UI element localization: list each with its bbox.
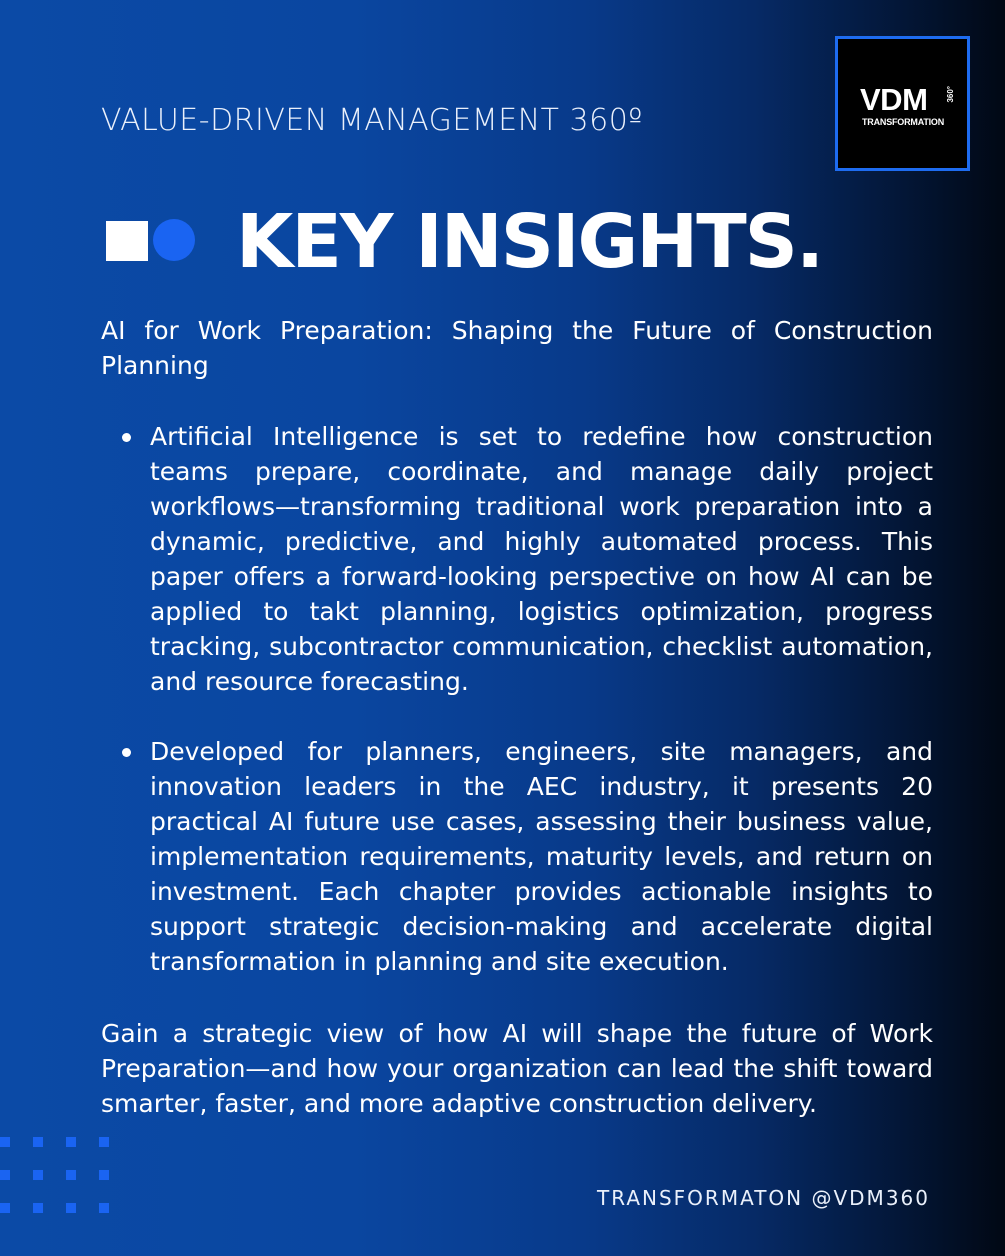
grid-dot xyxy=(66,1170,76,1180)
bullet-icon xyxy=(122,433,131,442)
insights-list xyxy=(101,419,933,1014)
bullet-icon xyxy=(122,748,131,757)
subtitle: AI for Work Preparation: Shaping the Future of Construction Planning xyxy=(101,316,933,380)
list-item-text: Developed for planners, engineers, site managers, and innovation leaders in the AEC industry, it presents 20 practical AI future use cases, assessing their business value, implementation requirements, maturity levels, and return on investment. Each chapter provides actionable insights to support strategic decision-making and accelerate digital transformation in planning and site execution. xyxy=(150,737,933,976)
logo-subtitle: TRANSFORMATION xyxy=(862,117,945,127)
grid-dot xyxy=(99,1137,109,1147)
circle-mark-icon xyxy=(153,219,195,261)
page-title: KEY INSIGHTS. xyxy=(236,199,823,285)
grid-dot xyxy=(0,1170,10,1180)
list-item xyxy=(101,734,933,979)
grid-dot xyxy=(99,1203,109,1213)
grid-dot xyxy=(99,1170,109,1180)
grid-dot xyxy=(66,1137,76,1147)
vdm-logo xyxy=(835,36,970,171)
list-item-text: Artificial Intelligence is set to redefine how construction teams prepare, coordinate, and manage daily project workflows—transforming traditional work preparation into a dynamic, predictive, and highly automated process. This paper offers a forward-looking perspective on how AI can be applied to takt planning, logistics optimization, progress tracking, subcontractor communication, checklist automation, and resource forecasting. xyxy=(150,422,933,696)
grid-dot xyxy=(33,1170,43,1180)
grid-dot xyxy=(0,1137,10,1147)
logo-wordmark: VDM xyxy=(860,82,928,117)
square-mark-icon xyxy=(106,221,148,261)
grid-dot xyxy=(66,1203,76,1213)
list-item xyxy=(101,419,933,699)
grid-dot xyxy=(33,1137,43,1147)
eyebrow-title: VALUE-DRIVEN MANAGEMENT 360º xyxy=(101,103,643,138)
dot-grid-decoration xyxy=(0,1137,110,1217)
closing-paragraph: Gain a strategic view of how AI will shape the future of Work Preparation—and how your organization can lead the shift toward smarter, faster, and more adaptive construction delivery. xyxy=(101,1019,933,1118)
grid-dot xyxy=(0,1203,10,1213)
grid-dot xyxy=(33,1203,43,1213)
footer-handle: TRANSFORMATON @VDM360 xyxy=(597,1186,930,1210)
logo-superscript: 360° xyxy=(946,86,955,103)
